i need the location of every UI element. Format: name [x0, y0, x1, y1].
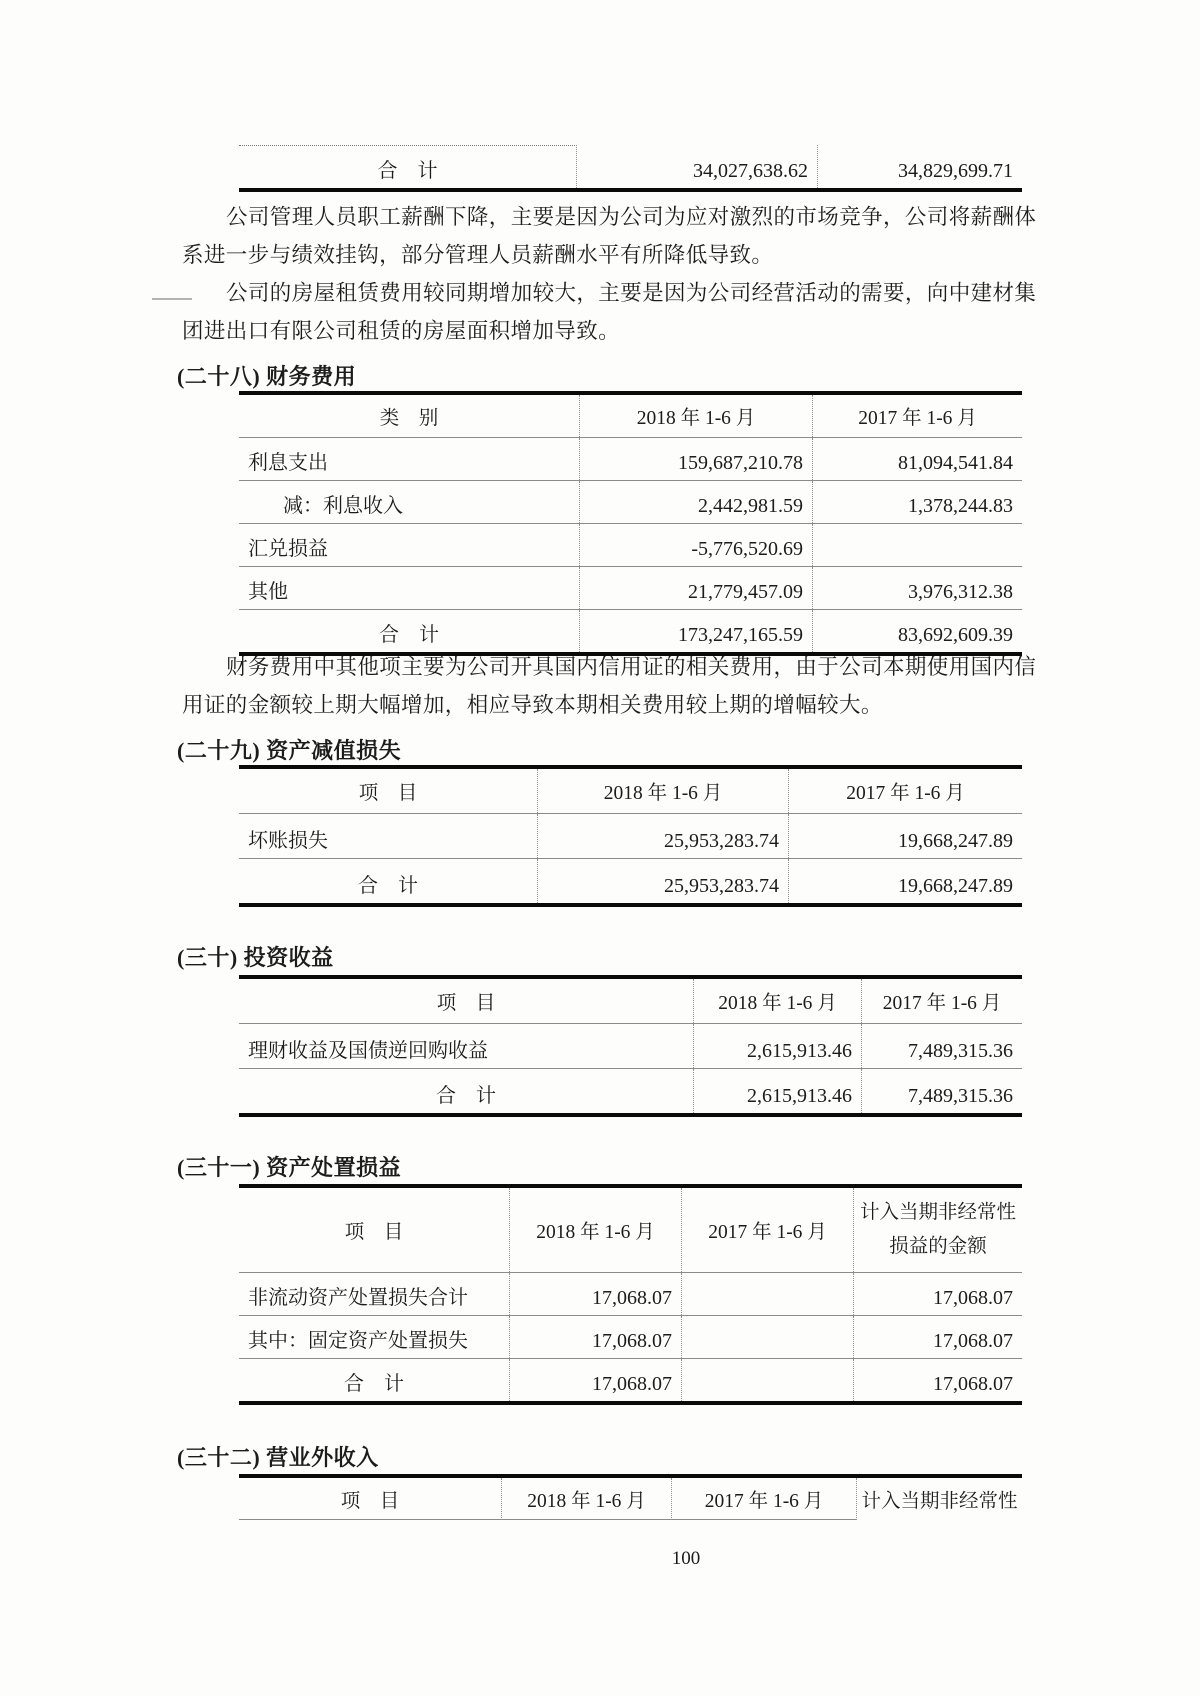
total-2018-cell: 34,027,638.62 — [577, 145, 818, 188]
header-line: 计入当期非经常性 — [859, 1202, 1016, 1223]
section-number: (三十) — [177, 945, 238, 970]
header-cell-2018: 2018 年 1-6 月 — [510, 1188, 682, 1272]
header-cell-2017: 2017 年 1-6 月 — [858, 408, 977, 429]
header-cell-2018: 2018 年 1-6 月 — [538, 769, 789, 813]
total-label-cell: 合 计 — [239, 1359, 510, 1401]
value-2017-cell: 19,668,247.89 — [898, 830, 1013, 852]
total-2017-cell: 83,692,609.39 — [898, 624, 1013, 646]
table-row — [239, 524, 1022, 567]
table-row — [239, 481, 1022, 524]
page-number: 100 — [671, 1548, 701, 1569]
paragraph-line: 公司管理人员职工薪酬下降，主要是因为公司为应对激烈的市场竞争，公司将薪酬体 — [226, 205, 1037, 229]
section-number: (三十二) — [177, 1445, 261, 1470]
value-nonrecurring-cell: 17,068.07 — [933, 1330, 1013, 1352]
total-label-cell: 合 计 — [239, 1069, 694, 1113]
total-nonrecurring-cell: 17,068.07 — [933, 1373, 1013, 1395]
value-2018-cell: 2,442,981.59 — [580, 481, 813, 523]
value-2018-cell: 17,068.07 — [510, 1316, 682, 1358]
section-number: (二十八) — [177, 364, 261, 389]
paragraph-salary-and-rent — [182, 198, 1040, 350]
table-header-row — [239, 769, 1022, 814]
header-cell-nonrecurring — [854, 1188, 1022, 1272]
value-2017-cell — [813, 524, 1022, 566]
value-2018-cell: 2,615,913.46 — [694, 1024, 862, 1068]
finance-expense-table — [239, 391, 1022, 656]
header-line: 损益的金额 — [889, 1236, 987, 1257]
header-cell-category: 类 别 — [239, 395, 580, 437]
section-title: 投资收益 — [243, 945, 334, 970]
total-label-cell: 合 计 — [239, 610, 580, 652]
value-2018-cell: 17,068.07 — [510, 1273, 682, 1315]
table-total-row — [239, 859, 1022, 903]
table-header-row — [239, 1478, 1022, 1520]
total-2017-cell — [682, 1359, 854, 1401]
total-2018-cell: 25,953,283.74 — [538, 859, 789, 903]
total-2017-cell: 19,668,247.89 — [898, 875, 1013, 897]
section-heading-28 — [177, 363, 356, 391]
value-2018-cell: 21,779,457.09 — [580, 567, 813, 609]
header-cell-item: 项 目 — [239, 1188, 510, 1272]
total-2017-cell: 34,829,699.71 — [898, 160, 1013, 182]
value-2017-cell — [682, 1316, 854, 1358]
row-label-cell: 利息支出 — [239, 438, 580, 480]
table-header-row — [239, 395, 1022, 438]
table-total-row — [239, 1359, 1022, 1401]
header-cell-item: 项 目 — [239, 769, 538, 813]
header-cell-2017: 2017 年 1-6 月 — [682, 1188, 854, 1272]
section-title: 资产减值损失 — [266, 738, 402, 763]
table-row — [239, 567, 1022, 610]
row-label-cell: 汇兑损益 — [239, 524, 580, 566]
row-label-cell: 理财收益及国债逆回购收益 — [239, 1024, 694, 1068]
header-cell-2017: 2017 年 1-6 月 — [672, 1478, 857, 1520]
value-2017-cell: 1,378,244.83 — [908, 495, 1013, 517]
table-row — [239, 1273, 1022, 1316]
table-header-row — [239, 1188, 1022, 1273]
section-title: 资产处置损益 — [266, 1155, 402, 1180]
scan-dash-artifact — [152, 298, 192, 300]
investment-income-table — [239, 975, 1022, 1117]
paragraph-finance-note — [182, 648, 1040, 724]
row-label-cell: 坏账损失 — [239, 814, 538, 858]
table-row — [239, 814, 1022, 859]
table-total-row — [239, 610, 1022, 652]
carryover-total-table — [239, 145, 1022, 192]
paragraph-line: 团进出口有限公司租赁的房屋面积增加导致。 — [182, 319, 621, 343]
section-heading-31 — [177, 1154, 401, 1182]
table-row — [239, 438, 1022, 481]
value-2017-cell: 7,489,315.36 — [908, 1040, 1013, 1062]
paragraph-line: 系进一步与绩效挂钩，部分管理人员薪酬水平有所降低导致。 — [182, 243, 774, 267]
row-label-cell: 其他 — [239, 567, 580, 609]
row-label-cell: 减：利息收入 — [239, 481, 580, 523]
header-cell-2018: 2018 年 1-6 月 — [694, 979, 862, 1023]
total-2018-cell: 2,615,913.46 — [694, 1069, 862, 1113]
total-2017-cell: 7,489,315.36 — [908, 1085, 1013, 1107]
asset-disposal-table — [239, 1184, 1022, 1405]
nonoperating-income-table — [239, 1474, 1022, 1520]
value-2018-cell: 25,953,283.74 — [538, 814, 789, 858]
section-heading-29 — [177, 737, 401, 765]
total-label-cell: 合 计 — [239, 145, 577, 188]
header-cell-nonrecurring: 计入当期非经常性 — [861, 1491, 1018, 1512]
section-title: 财务费用 — [266, 364, 357, 389]
paragraph-line: 用证的金额较上期大幅增加，相应导致本期相关费用较上期的增幅较大。 — [182, 693, 883, 717]
header-cell-item: 项 目 — [239, 1478, 502, 1520]
header-cell-2017: 2017 年 1-6 月 — [882, 993, 1002, 1014]
total-label-cell: 合 计 — [239, 859, 538, 903]
table-row — [239, 1316, 1022, 1359]
section-heading-30 — [177, 944, 334, 972]
value-2017-cell: 81,094,541.84 — [898, 452, 1013, 474]
section-number: (三十一) — [177, 1155, 261, 1180]
impairment-loss-table — [239, 765, 1022, 907]
table-header-row — [239, 979, 1022, 1024]
total-2018-cell: 17,068.07 — [510, 1359, 682, 1401]
paragraph-line: 财务费用中其他项主要为公司开具国内信用证的相关费用，由于公司本期使用国内信 — [226, 655, 1037, 679]
header-cell-item: 项 目 — [239, 979, 694, 1023]
section-title: 营业外收入 — [266, 1445, 379, 1470]
header-cell-2018: 2018 年 1-6 月 — [580, 395, 813, 437]
section-number: (二十九) — [177, 738, 261, 763]
value-2018-cell: 159,687,210.78 — [580, 438, 813, 480]
header-cell-2018: 2018 年 1-6 月 — [502, 1478, 672, 1520]
row-label-cell: 非流动资产处置损失合计 — [239, 1273, 510, 1315]
total-2018-cell: 173,247,165.59 — [580, 610, 813, 652]
table-row — [239, 1024, 1022, 1069]
value-nonrecurring-cell: 17,068.07 — [933, 1287, 1013, 1309]
value-2017-cell: 3,976,312.38 — [908, 581, 1013, 603]
header-cell-2017: 2017 年 1-6 月 — [846, 783, 965, 804]
value-2017-cell — [682, 1273, 854, 1315]
value-2018-cell: -5,776,520.69 — [580, 524, 813, 566]
paragraph-line: 公司的房屋租赁费用较同期增加较大，主要是因为公司经营活动的需要，向中建材集 — [226, 281, 1037, 305]
table-total-row — [239, 1069, 1022, 1113]
section-heading-32 — [177, 1444, 379, 1472]
table-row — [239, 145, 1022, 188]
row-label-cell: 其中：固定资产处置损失 — [239, 1316, 510, 1358]
